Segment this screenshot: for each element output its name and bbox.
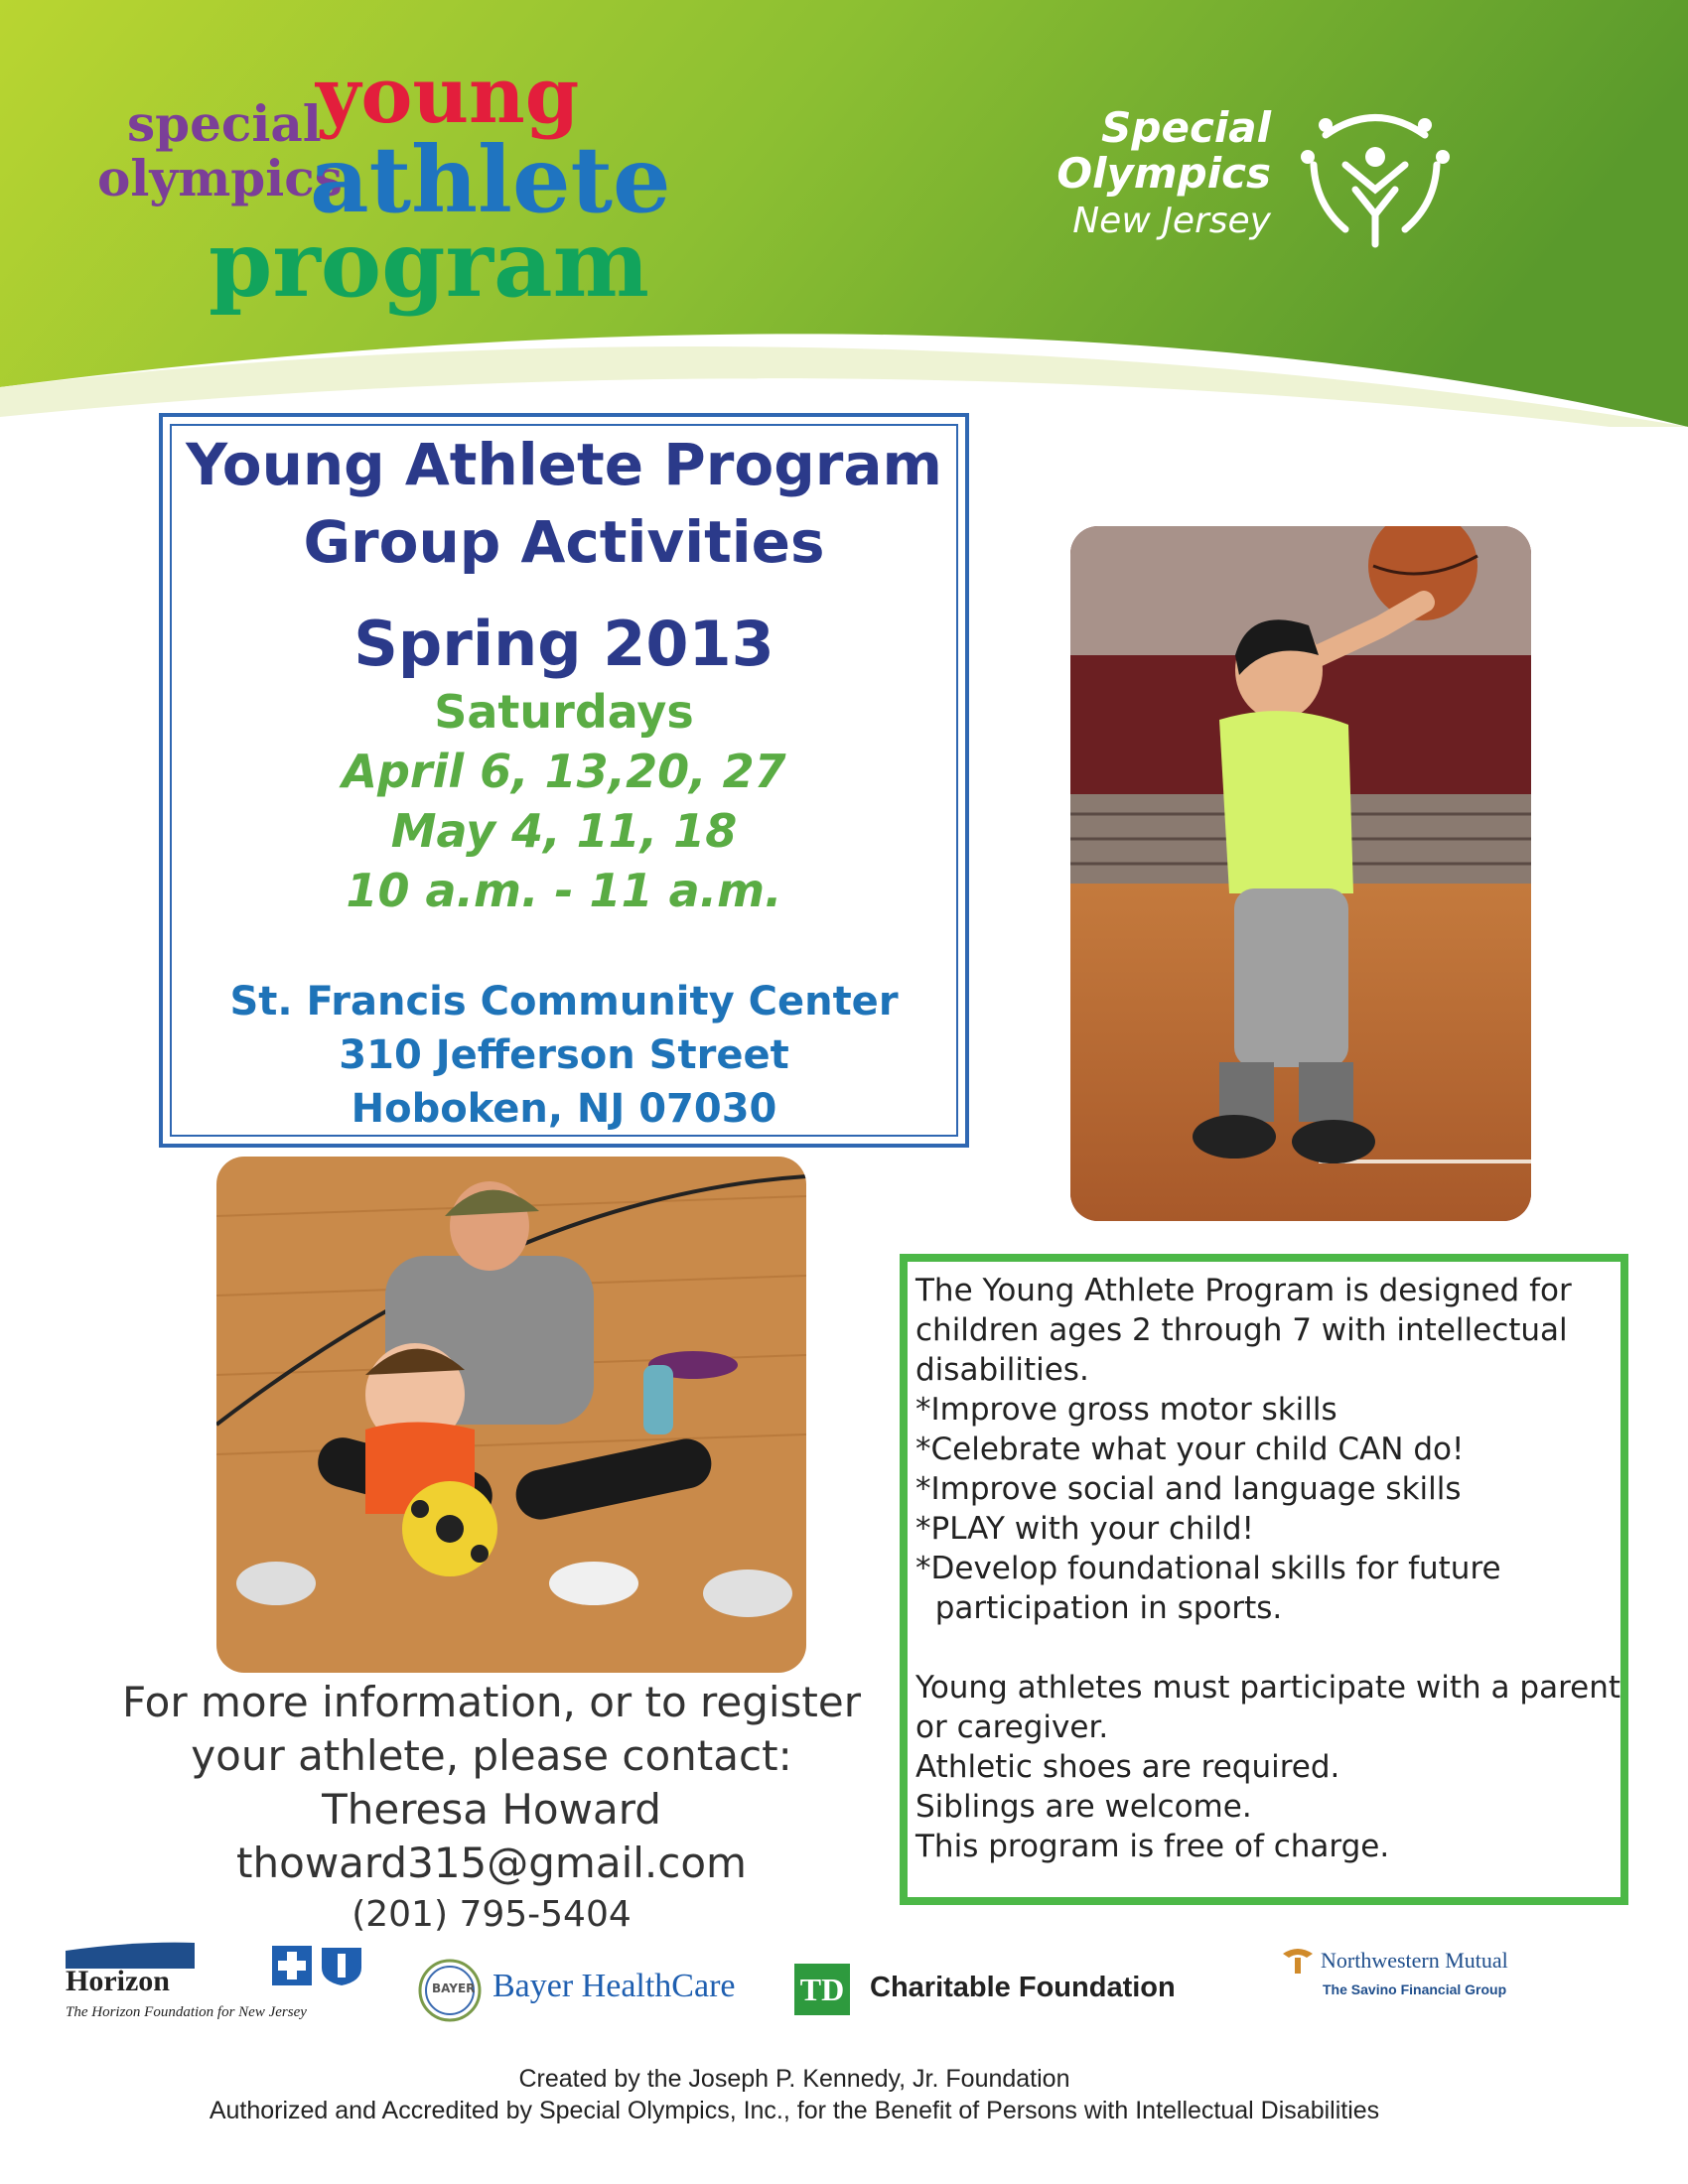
event-dates-may: May 4, 11, 18 [390, 804, 738, 858]
info-bullet-continued: participation in sports. [915, 1590, 1283, 1626]
event-day: Saturdays [434, 685, 694, 739]
event-time: 10 a.m. - 11 a.m. [346, 864, 782, 917]
td-wordmark: Charitable Foundation [870, 1972, 1176, 2003]
contact-phone: (201) 795-5404 [352, 1894, 632, 1935]
td-charitable-foundation-logo [794, 1962, 1221, 2021]
info-line: The Young Athlete Program is designed for [915, 1273, 1572, 1308]
horizon-tagline: The Horizon Foundation for New Jersey [66, 2004, 307, 2020]
northwestern-mutual-logo [1281, 1946, 1579, 2011]
contact-email-link[interactable]: thoward315@gmail.com [236, 1839, 747, 1887]
logo-word-olympics: olympics [97, 149, 343, 207]
logo-word-special: special [127, 94, 322, 153]
event-city: Hoboken, NJ 07030 [351, 1086, 777, 1132]
bayer-healthcare-logo [417, 1954, 755, 2027]
info-line: Young athletes must participate with a parent [915, 1670, 1621, 1706]
info-line: This program is free of charge. [915, 1829, 1390, 1864]
event-dates-april: April 6, 13,20, 27 [342, 745, 786, 798]
info-line: or caregiver. [915, 1709, 1109, 1745]
info-line: children ages 2 through 7 with intellectual [915, 1312, 1568, 1348]
logo-word-program: program [209, 210, 649, 318]
contact-intro: For more information, or to register [121, 1678, 862, 1726]
event-venue: St. Francis Community Center [229, 979, 899, 1024]
td-mark: TD [794, 1964, 850, 2015]
bayer-wordmark: Bayer HealthCare [492, 1968, 736, 2004]
photo-child-basketball [1070, 526, 1531, 1221]
blue-cross-blue-shield-icon [270, 1944, 369, 1987]
org-logo-line2: Olympics [1056, 149, 1271, 198]
logo-word-young: young [316, 51, 580, 141]
contact-intro-line2: your athlete, please contact: [191, 1731, 792, 1780]
info-bullet: *Celebrate what your child CAN do! [915, 1432, 1465, 1467]
nm-subtitle: The Savino Financial Group [1323, 1981, 1507, 1997]
horizon-wordmark: Horizon [66, 1965, 170, 1997]
info-bullet: *PLAY with your child! [915, 1511, 1254, 1547]
contact-name: Theresa Howard [322, 1785, 661, 1834]
bayer-mark-text: BAYER [432, 1981, 476, 1995]
info-line: Siblings are welcome. [915, 1789, 1252, 1825]
info-bullet: *Improve social and language skills [915, 1471, 1462, 1507]
special-olympics-emblem-icon [1296, 95, 1455, 254]
event-season: Spring 2013 [353, 608, 774, 680]
event-title: Young Athlete Program [186, 431, 942, 498]
org-logo-line1: Special [1101, 103, 1271, 152]
info-bullet: *Improve gross motor skills [915, 1392, 1337, 1428]
photo-parent-child-soccer [216, 1157, 806, 1673]
info-line: Athletic shoes are required. [915, 1749, 1340, 1785]
logo-word-athlete: athlete [310, 126, 671, 233]
info-bullet: *Develop foundational skills for future [915, 1551, 1501, 1586]
org-logo-line3: New Jersey [1072, 201, 1271, 241]
event-street: 310 Jefferson Street [339, 1032, 789, 1078]
event-subtitle: Group Activities [303, 508, 825, 576]
footer-created-by: Created by the Joseph P. Kennedy, Jr. Foundation [518, 2065, 1070, 2093]
footer-authorized: Authorized and Accredited by Special Olympics, Inc., for the Benefit of Persons with Intellectual Disabilities [209, 2097, 1380, 2124]
nm-wordmark: Northwestern Mutual [1321, 1948, 1508, 1973]
northwestern-mutual-emblem-icon [1281, 1946, 1315, 1976]
info-line: disabilities. [915, 1352, 1089, 1388]
